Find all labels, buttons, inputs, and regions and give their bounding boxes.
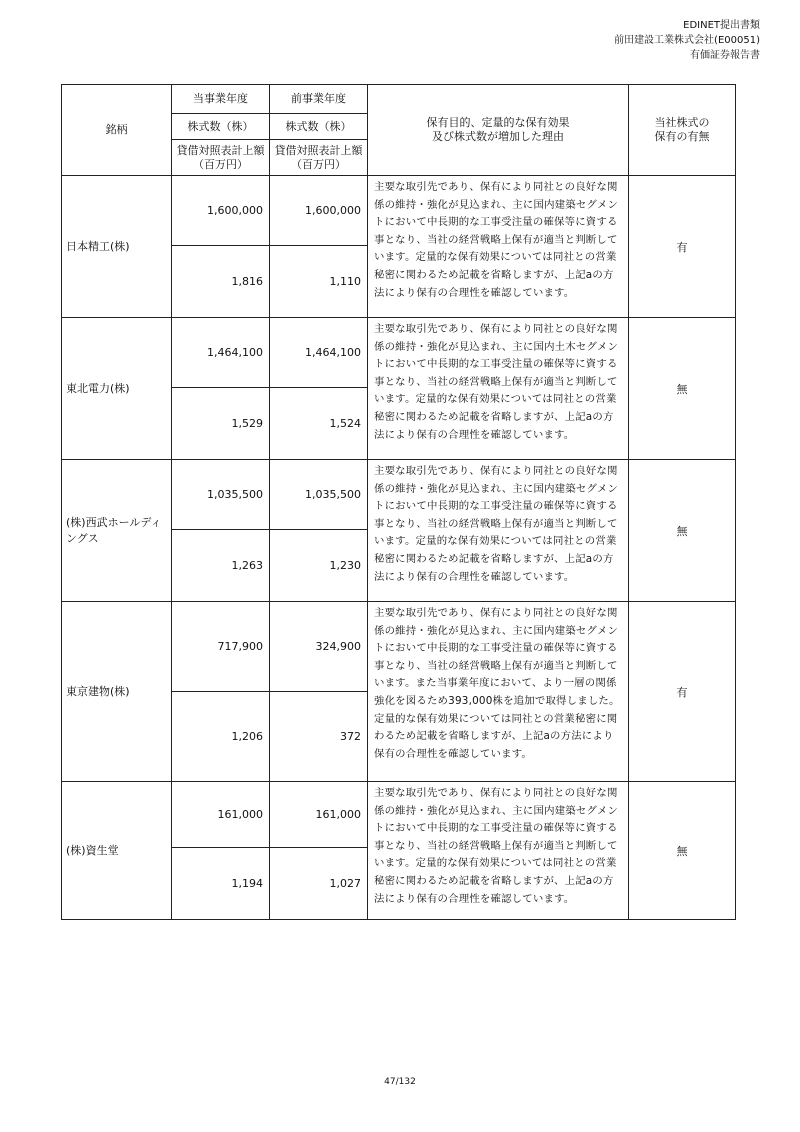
cross-header-line-1: 当社株式の — [654, 116, 710, 129]
col-prior-value-header — [270, 140, 368, 176]
prior-shares: 1,035,500 — [270, 460, 368, 530]
current-value: 1,816 — [172, 246, 270, 318]
col-prior-shares-header: 株式数（株） — [270, 114, 368, 140]
col-current-value-header — [172, 140, 270, 176]
prior-value: 1,110 — [270, 246, 368, 318]
current-shares: 1,600,000 — [172, 176, 270, 246]
shareholdings-table — [61, 84, 736, 920]
current-value: 1,529 — [172, 388, 270, 460]
cross-header-line-2: 保有の有無 — [654, 130, 710, 143]
cross-holding-flag: 無 — [629, 460, 736, 602]
purpose-header-line-2: 及び株式数が増加した理由 — [432, 130, 564, 143]
table-row — [62, 602, 736, 692]
holding-purpose: 主要な取引先であり、保有により同社との良好な関係の維持・強化が見込まれ、主に国内建築セグメントにおいて中長期的な工事受注量の確保等に資する事となり、当社の経営戦略上保有が適当と判断しています。定量的な保有効果については同社との営業秘密に関わるため記載を省略しますが、上記aの方法により保有の合理性を確認しています。 — [368, 460, 629, 602]
current-shares: 1,464,100 — [172, 318, 270, 388]
prior-value: 1,230 — [270, 530, 368, 602]
prior-value: 372 — [270, 692, 368, 782]
holding-purpose: 主要な取引先であり、保有により同社との良好な関係の維持・強化が見込まれ、主に国内建築セグメントにおいて中長期的な工事受注量の確保等に資する事となり、当社の経営戦略上保有が適当と判断しています。定量的な保有効果については同社との営業秘密に関わるため記載を省略しますが、上記aの方法により保有の合理性を確認しています。 — [368, 176, 629, 318]
header-line-2: 前田建設工業株式会社(E00051) — [614, 35, 760, 46]
col-purpose-header — [368, 85, 629, 176]
header-row-1 — [62, 85, 736, 114]
current-shares: 717,900 — [172, 602, 270, 692]
cross-holding-flag: 無 — [629, 782, 736, 920]
issue-name: 東北電力(株) — [62, 318, 172, 460]
purpose-header-line-1: 保有目的、定量的な保有効果 — [426, 116, 570, 129]
value-header-line-2: （百万円） — [291, 157, 346, 171]
table-row — [62, 318, 736, 388]
table-row — [62, 460, 736, 530]
value-header-line-1: 貸借対照表計上額 — [274, 143, 363, 157]
table-row — [62, 176, 736, 246]
cross-holding-flag: 有 — [629, 176, 736, 318]
issue-name: 東京建物(株) — [62, 602, 172, 782]
issue-name: (株)西武ホールディングス — [62, 460, 172, 602]
page-number: 47/132 — [384, 1077, 416, 1087]
current-shares: 161,000 — [172, 782, 270, 848]
current-value: 1,206 — [172, 692, 270, 782]
value-header-line-1: 貸借対照表計上額 — [176, 143, 265, 157]
value-header-line-2: （百万円） — [193, 157, 248, 171]
current-value: 1,194 — [172, 848, 270, 920]
col-current-shares-header: 株式数（株） — [172, 114, 270, 140]
cross-holding-flag: 有 — [629, 602, 736, 782]
header-line-1: EDINET提出書類 — [683, 20, 760, 31]
col-cross-holding-header — [629, 85, 736, 176]
holding-purpose: 主要な取引先であり、保有により同社との良好な関係の維持・強化が見込まれ、主に国内建築セグメントにおいて中長期的な工事受注量の確保等に資する事となり、当社の経営戦略上保有が適当と判断しています。定量的な保有効果については同社との営業秘密に関わるため記載を省略しますが、上記aの方法により保有の合理性を確認しています。 — [368, 782, 629, 920]
prior-shares: 161,000 — [270, 782, 368, 848]
prior-shares: 1,600,000 — [270, 176, 368, 246]
current-value: 1,263 — [172, 530, 270, 602]
col-issue-header: 銘柄 — [62, 85, 172, 176]
col-prior-year-header: 前事業年度 — [270, 85, 368, 114]
col-current-year-header: 当事業年度 — [172, 85, 270, 114]
issue-name: 日本精工(株) — [62, 176, 172, 318]
current-shares: 1,035,500 — [172, 460, 270, 530]
document-header — [614, 18, 760, 63]
prior-value: 1,027 — [270, 848, 368, 920]
holding-purpose: 主要な取引先であり、保有により同社との良好な関係の維持・強化が見込まれ、主に国内建築セグメントにおいて中長期的な工事受注量の確保等に資する事となり、当社の経営戦略上保有が適当と判断しています。また当事業年度において、より一層の関係強化を図るため393,000株を追加で取得しました。定量的な保有効果については同社との営業秘密に関わるため記載を省略しますが、上記aの方法により保有の合理性を確認しています。 — [368, 602, 629, 782]
prior-shares: 324,900 — [270, 602, 368, 692]
prior-value: 1,524 — [270, 388, 368, 460]
table-row — [62, 782, 736, 848]
issue-name: (株)資生堂 — [62, 782, 172, 920]
prior-shares: 1,464,100 — [270, 318, 368, 388]
header-line-3: 有価証券報告書 — [690, 50, 760, 61]
holding-purpose: 主要な取引先であり、保有により同社との良好な関係の維持・強化が見込まれ、主に国内土木セグメントにおいて中長期的な工事受注量の確保等に資する事となり、当社の経営戦略上保有が適当と判断しています。定量的な保有効果については同社との営業秘密に関わるため記載を省略しますが、上記aの方法により保有の合理性を確認しています。 — [368, 318, 629, 460]
cross-holding-flag: 無 — [629, 318, 736, 460]
